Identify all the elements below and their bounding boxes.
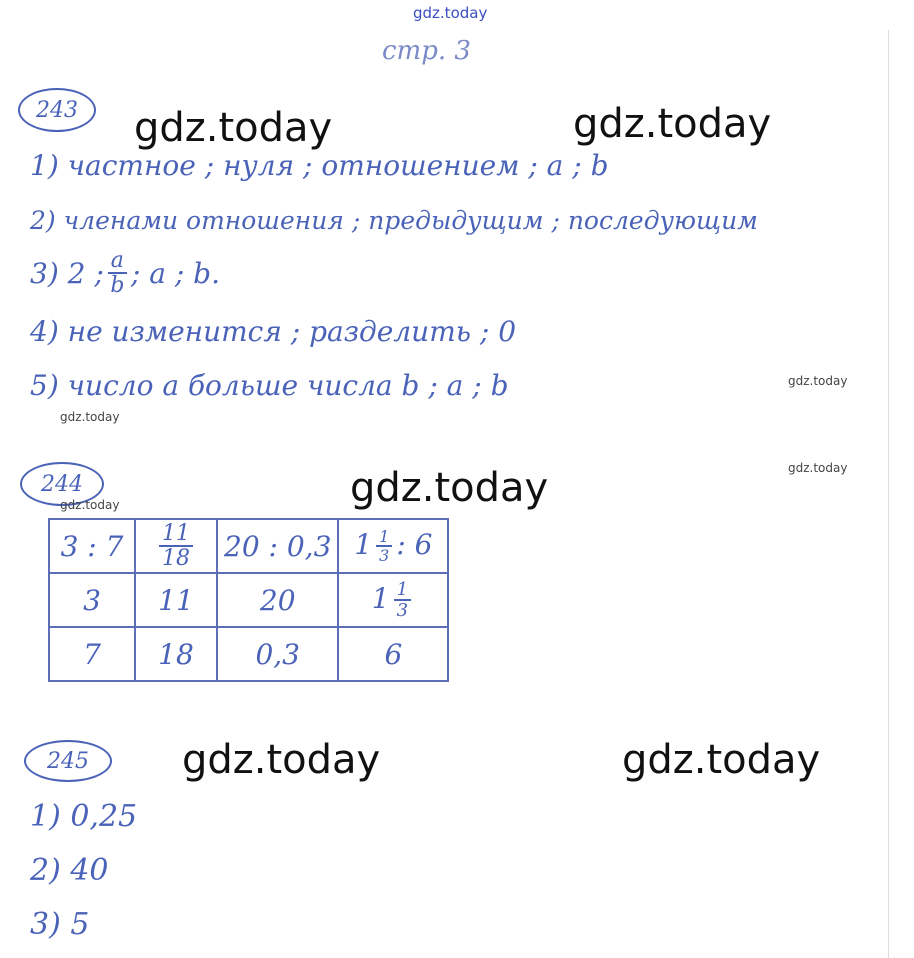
fraction-numerator: a [108,250,127,274]
page-label: стр. 3 [382,36,471,66]
table-cell [338,519,448,573]
top-watermark: gdz.today [413,4,488,22]
watermark-small: gdz.today [788,461,848,475]
task-245-answer-3: 3) 5 [30,907,90,942]
fraction-denominator: b [110,273,125,298]
table-cell: 18 [135,627,217,681]
fraction-11-18 [159,520,193,571]
table-cell: 3 : 7 [49,519,135,573]
task-244-number: 244 [20,462,104,506]
task-245-number: 245 [24,740,112,782]
watermark-large: gdz.today [622,737,821,783]
mixed-whole: 1 [371,581,390,615]
watermark-large: gdz.today [182,737,381,783]
watermark-small: gdz.today [60,410,120,424]
task-243-line-3-prefix: 3) 2 ; [30,256,104,290]
fraction-a-over-b [108,250,127,297]
task-243-line-3 [30,250,220,297]
table-cell: 0,3 [217,627,338,681]
mixed-whole: 1 [354,528,373,561]
task-245-answer-1: 1) 0,25 [30,799,138,834]
watermark-small: gdz.today [60,498,120,512]
table-cell: 11 [135,573,217,627]
margin-line [888,30,889,958]
table-cell: 6 [338,627,448,681]
watermark-large: gdz.today [134,105,333,151]
task-243-line-4: 4) не изменится ; разделить ; 0 [30,315,517,348]
task-245-answer-2: 2) 40 [30,853,109,888]
fraction-numerator: 1 [394,581,411,601]
mixed-fraction [376,529,392,564]
table-row [49,573,448,627]
table-cell: 20 : 0,3 [217,519,338,573]
task-243-line-3-suffix: ; a ; b. [130,256,221,290]
table-row [49,519,448,573]
task-243-line-5: 5) число a больше числа b ; a ; b [30,369,509,402]
mixed-tail: : 6 [396,528,433,561]
fraction-denominator: 18 [162,545,190,571]
table-row [49,627,448,681]
task-243-number: 243 [18,88,96,132]
watermark-large: gdz.today [350,465,549,511]
fraction-denominator: 3 [379,546,390,565]
table-cell [135,519,217,573]
fraction-numerator: 11 [159,523,193,547]
ratio-table [48,518,449,682]
watermark-large: gdz.today [573,101,772,147]
fraction-numerator: 1 [376,529,392,547]
mixed-fraction [394,578,411,621]
table-cell: 3 [49,573,135,627]
table-cell: 7 [49,627,135,681]
table-cell: 20 [217,573,338,627]
task-243-line-2: 2) членами отношения ; предыдущим ; последующим [30,206,758,235]
watermark-small: gdz.today [788,374,848,388]
task-243-line-1: 1) частное ; нуля ; отношением ; a ; b [30,149,609,182]
fraction-denominator: 3 [396,599,409,621]
table-cell [338,573,448,627]
